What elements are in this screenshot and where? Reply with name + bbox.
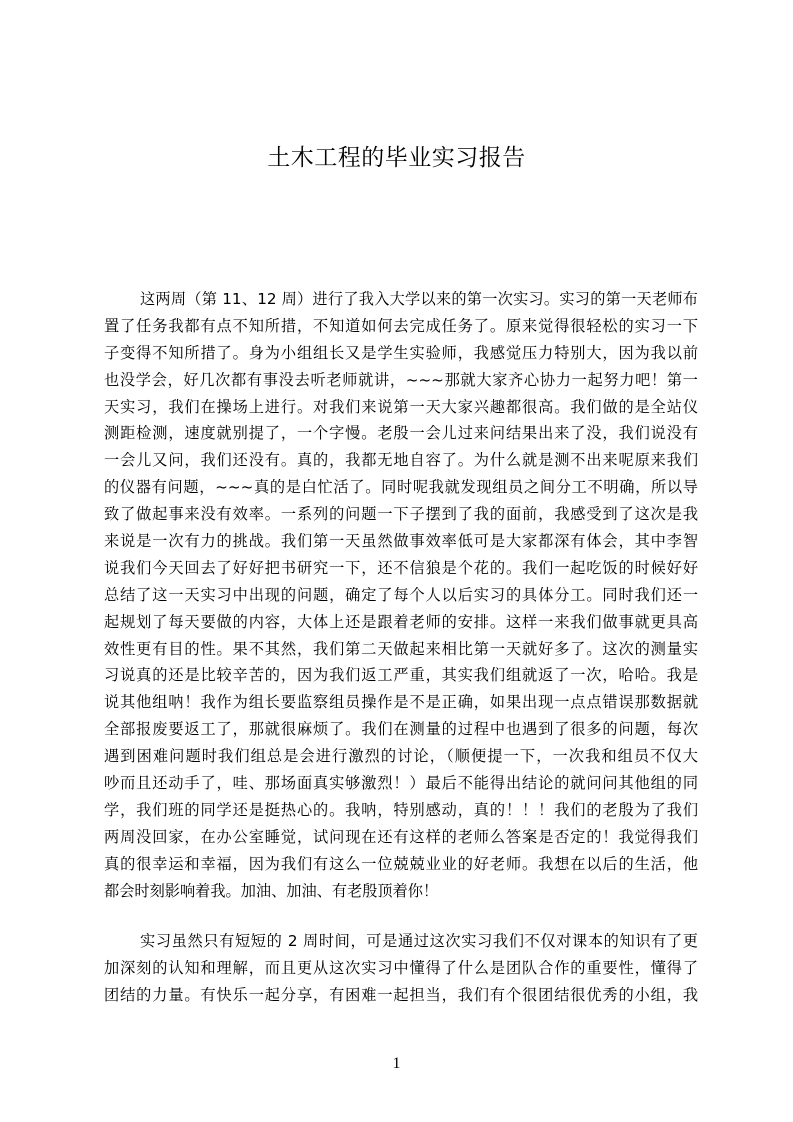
paragraph-1 (104, 286, 698, 904)
text-line: 说其他组呐！我作为组长要监察组员操作是不是正确，如果出现一点点错误那数据就 (104, 693, 698, 712)
text-line: 一会儿又问，我们还没有。真的，我都无地自容了。为什么就是测不出来呢原来我们 (104, 451, 698, 470)
text-line: 致了做起事来没有效率。一系列的问题一下子摆到了我的面前，我感受到了这次是我 (104, 505, 698, 524)
text-line: 子变得不知所措了。身为小组组长又是学生实验师，我感觉压力特别大，因为我以前 (104, 343, 698, 362)
text-line: 真的很幸运和幸福，因为我们有这么一位兢兢业业的好老师。我想在以后的生活，他 (104, 854, 698, 873)
text-line: 效性更有目的性。果不其然，我们第二天做起来相比第一天就好多了。这次的测量实 (104, 639, 698, 658)
text-line: 全部报废要返工了，那就很麻烦了。我们在测量的过程中也遇到了很多的问题，每次 (104, 720, 698, 739)
text-line: 两周没回家，在办公室睡觉，试问现在还有这样的老师么答案是否定的！我觉得我们 (104, 827, 698, 846)
text-line: 习说真的还是比较辛苦的，因为我们返工严重，其实我们组就返了一次，哈哈。我是 (104, 666, 698, 685)
text-line: 吵而且还动手了，哇、那场面真实够激烈！）最后不能得出结论的就问问其他组的同 (104, 774, 698, 793)
text-line: 也没学会，好几次都有事没去听老师就讲，~~~那就大家齐心协力一起努力吧！第一 (104, 370, 698, 389)
text-line: 天实习，我们在操场上进行。对我们来说第一天大家兴趣都很高。我们做的是全站仪 (104, 397, 698, 416)
text-line: 测距检测，速度就别提了，一个字慢。老殷一会儿过来问结果出来了没，我们说没有 (104, 424, 698, 443)
text-line: 置了任务我都有点不知所措，不知道如何去完成任务了。原来觉得很轻松的实习一下 (104, 316, 698, 335)
text-line: 的仪器有问题，~~~真的是白忙活了。同时呢我就发现组员之间分工不明确，所以导 (104, 478, 698, 497)
text-line: 说我们今天回去了好好把书研究一下，还不信狼是个花的。我们一起吃饭的时候好好 (104, 558, 698, 577)
text-line: 团结的力量。有快乐一起分享，有困难一起担当，我们有个很团结很优秀的小组，我 (104, 985, 698, 1004)
text-line: 来说是一次有力的挑战。我们第一天虽然做事效率低可是大家都深有体会，其中李智 (104, 532, 698, 551)
text-line: 实习虽然只有短短的 2 周时间，可是通过这次实习我们不仅对课本的知识有了更 (140, 932, 698, 950)
text-line: 都会时刻影响着我。加油、加油、有老殷顶着你！ (104, 881, 439, 900)
text-line: 学，我们班的同学还是挺热心的。我呐，特别感动，真的！！！我们的老殷为了我们 (104, 800, 698, 819)
text-line: 加深刻的认知和理解，而且更从这次实习中懂得了什么是团队合作的重要性，懂得了 (104, 958, 698, 977)
text-line: 遇到困难问题时我们组总是会进行激烈的讨论，（顺便提一下，一次我和组员不仅大 (104, 747, 698, 766)
paragraph-2 (104, 928, 698, 1009)
text-line: 总结了这一天实习中出现的问题，确定了每个人以后实习的具体分工。同时我们还一 (104, 585, 698, 604)
document-title: 土木工程的毕业实习报告 (267, 145, 526, 171)
page-number: 1 (392, 1055, 401, 1072)
text-line: 这两周（第 11、12 周）进行了我入大学以来的第一次实习。实习的第一天老师布 (140, 290, 698, 308)
text-line: 起规划了每天要做的内容，大体上还是跟着老师的安排。这样一来我们做事就更具高 (104, 612, 698, 631)
